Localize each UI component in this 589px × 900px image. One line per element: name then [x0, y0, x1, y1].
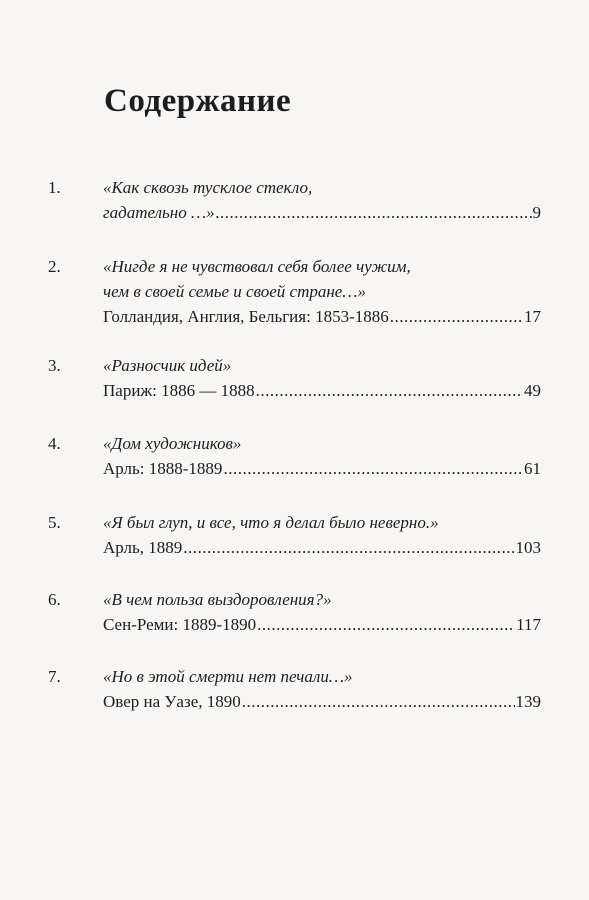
- entry-page-number: 61: [524, 459, 541, 478]
- page-title: Содержание: [104, 83, 292, 119]
- entry-body: [103, 254, 541, 329]
- entry-title-line: «Я был глуп, и все, что я делал было неверно.»: [103, 513, 439, 532]
- entry-page-number: 103: [515, 538, 541, 557]
- entry-page-number: 117: [516, 615, 541, 634]
- entry-number: 2.: [48, 257, 61, 276]
- entry-page-number: 49: [524, 381, 541, 400]
- entry-number: 6.: [48, 590, 61, 609]
- entry-number: 5.: [48, 513, 61, 532]
- entry-subtitle: Овер на Уазе, 1890: [103, 692, 241, 711]
- entry-subtitle: Арль: 1888-1889: [103, 459, 223, 478]
- entry-title-line: «Нигде я не чувствовал себя более чужим,: [103, 257, 411, 276]
- entry-leader-line: [103, 456, 541, 481]
- dot-leader: [257, 612, 515, 637]
- entry-number: 7.: [48, 667, 61, 686]
- entry-body: [103, 664, 541, 714]
- dot-leader: [216, 200, 532, 225]
- entry-leader-line: [103, 612, 541, 637]
- dot-leader: [390, 304, 523, 329]
- dot-leader: [256, 378, 523, 403]
- entry-body: [103, 431, 541, 481]
- entry-number: 3.: [48, 356, 61, 375]
- entry-leader-line: [103, 304, 541, 329]
- dot-leader: [223, 456, 523, 481]
- entry-subtitle: Париж: 1886 — 1888: [103, 381, 255, 400]
- entry-leader-line: [103, 689, 541, 714]
- entry-page-number: 17: [524, 307, 541, 326]
- entry-leader-line: [103, 378, 541, 403]
- entry-body: [103, 587, 541, 637]
- entry-title-line: «Но в этой смерти нет печали…»: [103, 667, 353, 686]
- entry-page-number: 139: [515, 692, 541, 711]
- entry-subtitle: Арль, 1889: [103, 538, 183, 557]
- entry-subtitle: Голландия, Англия, Бельгия: 1853-1886: [103, 307, 389, 326]
- entry-body: [103, 175, 541, 225]
- dot-leader: [242, 689, 515, 714]
- entry-leader-line: [103, 200, 541, 225]
- entry-page-number: 9: [532, 203, 541, 222]
- entry-number: 4.: [48, 434, 61, 453]
- entry-title-line: «Как сквозь тусклое стекло,: [103, 178, 313, 197]
- dot-leader: [183, 535, 514, 560]
- entry-subtitle: Сен-Реми: 1889-1890: [103, 615, 257, 634]
- entry-title-line: «В чем польза выздоровления?»: [103, 590, 332, 609]
- entry-leader-line: [103, 535, 541, 560]
- entry-subtitle: гадательно …»: [103, 203, 215, 222]
- entry-title-line: чем в своей семье и своей стране…»: [103, 282, 366, 301]
- entry-body: [103, 353, 541, 403]
- entry-number: 1.: [48, 178, 61, 197]
- entry-title-line: «Дом художников»: [103, 434, 242, 453]
- entry-title-line: «Разносчик идей»: [103, 356, 232, 375]
- entry-body: [103, 510, 541, 560]
